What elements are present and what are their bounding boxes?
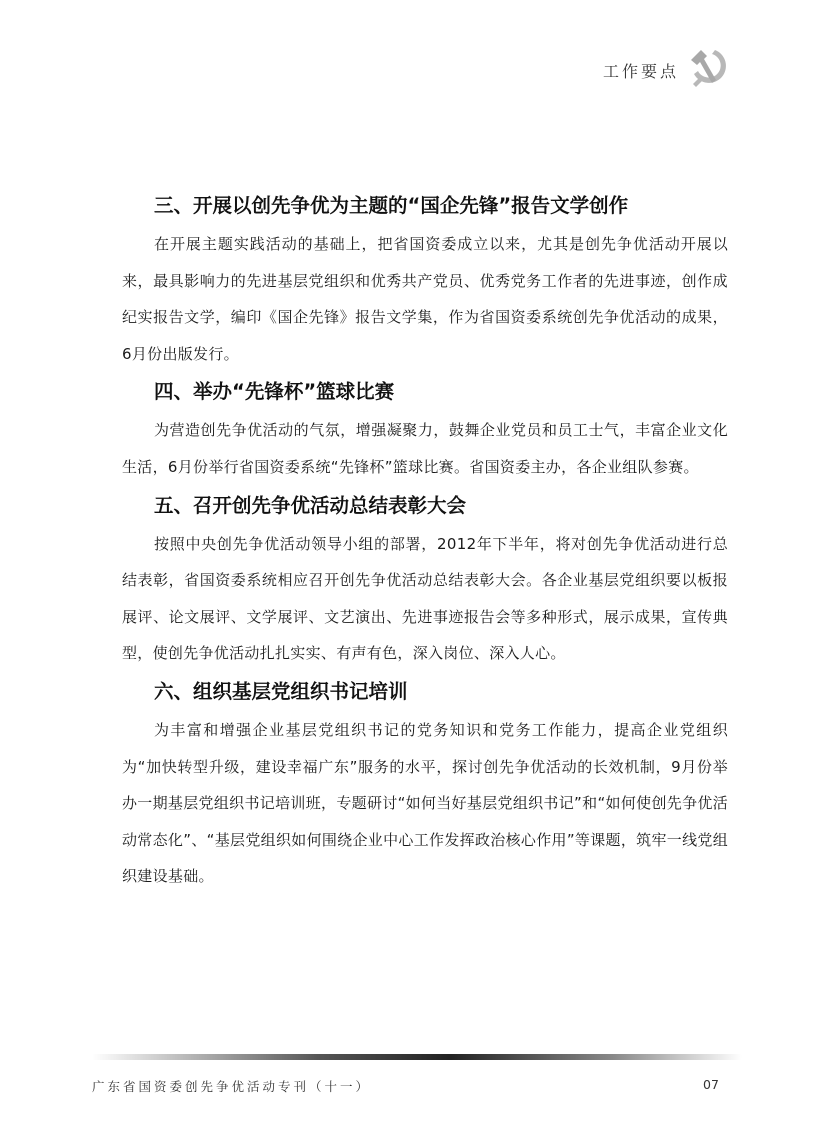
section-4 bbox=[122, 372, 728, 485]
section-heading: 五、召开创先争优活动总结表彰大会 bbox=[154, 493, 467, 517]
section-body: 按照中央创先争优活动领导小组的部署，2012年下半年，将对创先争优活动进行总结表彰，省国资委系统相应召开创先争优活动总结表彰大会。各企业基层党组织要以板报展评、论文展评、文学展评、文艺演出、先进事迹报告会等多种形式，展示成果，宣传典型，使创先争优活动扎扎实实、有声有色，深入岗位、深入人心。 bbox=[122, 534, 728, 663]
footer-publication: 广东省国资委创先争优活动专刊（十一） bbox=[92, 1079, 372, 1094]
section-5 bbox=[122, 486, 728, 672]
hammer-sickle-icon bbox=[685, 44, 731, 90]
footer-divider bbox=[92, 1054, 742, 1060]
section-body: 在开展主题实践活动的基础上，把省国资委成立以来，尤其是创先争优活动开展以来，最具影响力的先进基层党组织和优秀共产党员、优秀党务工作者的先进事迹，创作成纪实报告文学，编印《国企先锋》报告文学集，作为省国资委系统创先争优活动的成果，6月份出版发行。 bbox=[122, 235, 728, 363]
main-content bbox=[122, 186, 728, 895]
section-heading: 三、开展以创先争优为主题的“国企先锋”报告文学创作 bbox=[154, 194, 629, 217]
section-heading: 六、组织基层党组织书记培训 bbox=[154, 679, 408, 703]
page-number: 07 bbox=[703, 1077, 719, 1092]
header-label: 工作要点 bbox=[602, 62, 679, 81]
section-heading: 四、举办“先锋杯”篮球比赛 bbox=[154, 380, 395, 404]
section-body: 为丰富和增强企业基层党组织书记的党务知识和党务工作能力，提高企业党组织为“加快转型升级，建设幸福广东”服务的水平，探讨创先争优活动的长效机制，9月份举办一期基层党组织书记培训班，专题研讨“如何当好基层党组织书记”和“如何使创先争优活动常态化”、“基层党组织如何围绕企业中心工作发挥政治核心作用”等课题，筑牢一线党组织建设基础。 bbox=[122, 720, 728, 886]
section-3 bbox=[122, 186, 728, 372]
section-body: 为营造创先争优活动的气氛，增强凝聚力，鼓舞企业党员和员工士气，丰富企业文化生活，6月份举行省国资委系统“先锋杯”篮球比赛。省国资委主办，各企业组队参赛。 bbox=[122, 421, 728, 476]
section-6 bbox=[122, 672, 728, 895]
